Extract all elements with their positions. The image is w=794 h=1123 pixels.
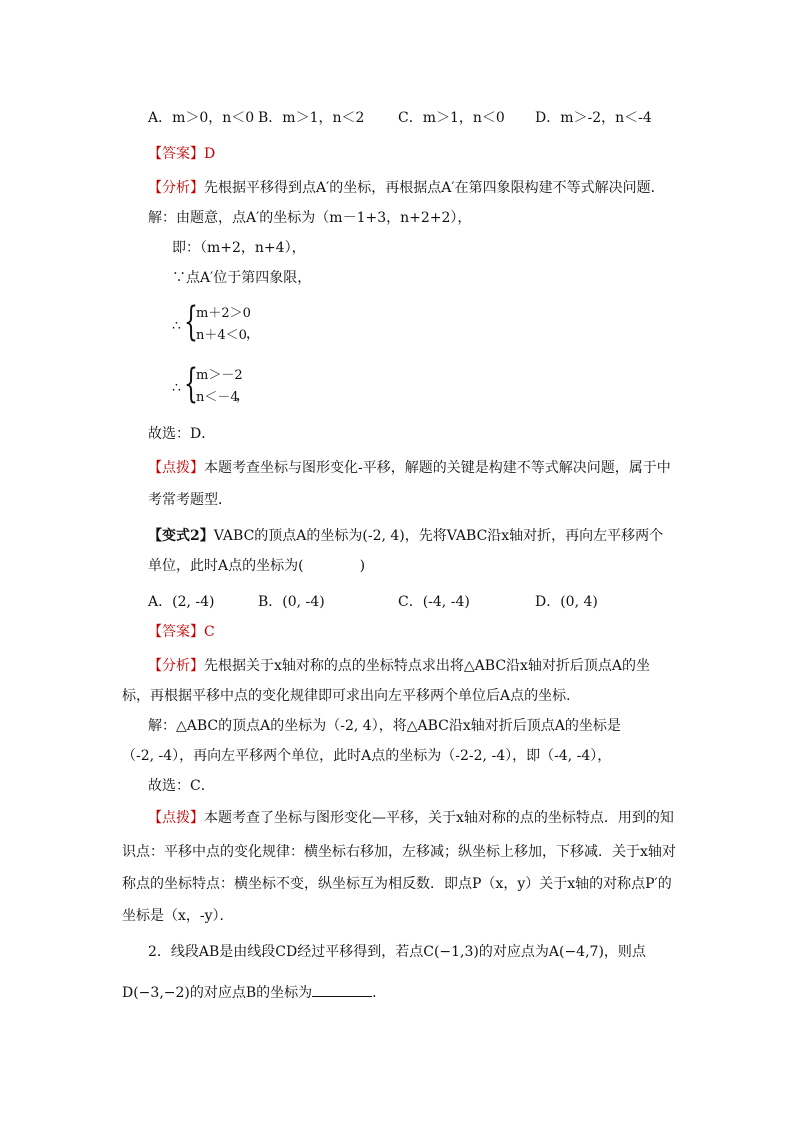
q2-note-line-3: 称点的坐标特点：横坐标不变，纵坐标互为相反数．即点P（x，y）关于x轴的对称点P′的 (122, 876, 672, 892)
stem-text: VABC的顶点A的坐标为(-2, 4)，先将VABC沿x轴对折，再向左平移两个 (213, 528, 664, 544)
q1-conclusion: 故选：D． (148, 426, 216, 442)
q2-option-b: B．(0, -4) (258, 594, 325, 610)
note-tag: 【点拨】 (148, 460, 204, 476)
comma: ， (246, 326, 260, 342)
q1-note-line-1 (148, 458, 671, 478)
q3-end: ． (372, 985, 387, 1001)
q2-option-a: A．(2, -4) (148, 594, 215, 610)
answer-tag: 【答案】 (148, 146, 204, 162)
analysis-text: 先根据关于x轴对称的点的坐标特点求出将△ABC沿x轴对折后顶点A的坐 (204, 658, 651, 674)
q1-option-c: C．m＞1，n＜0 (398, 110, 505, 126)
q1-solution-2: 即：（m+2，n+4）， (172, 240, 306, 256)
q3-text: D(−3,−2)的对应点B的坐标为 (122, 985, 313, 1001)
inequality-2b: n＜－4 (196, 390, 239, 405)
q1-analysis-line (148, 178, 665, 198)
q2-analysis-line-2: 标，再根据平移中点的变化规律即可求出向左平移两个单位后A点的坐标． (122, 688, 581, 704)
q1-note-line-2: 考常考题型． (148, 492, 232, 508)
q2-analysis-line-1 (148, 656, 650, 676)
left-brace: { (184, 299, 198, 345)
analysis-tag: 【分析】 (148, 658, 204, 674)
q2-solution-2: （-2, -4），再向左平移两个单位，此时A点的坐标为（-2-2, -4），即（-4, -4）， (122, 748, 612, 764)
therefore-symbol: ∴ (172, 380, 181, 396)
analysis-text: 先根据平移得到点A′的坐标，再根据点A′在第四象限构建不等式解决问题． (204, 180, 665, 196)
note-tag: 【点拨】 (148, 810, 204, 826)
left-brace: { (184, 361, 198, 407)
therefore-symbol: ∴ (172, 318, 181, 334)
q2-option-d: D．(0, 4) (535, 594, 598, 610)
q1-option-a: A．m＞0，n＜0 (148, 110, 255, 126)
q2-conclusion: 故选：C． (148, 778, 215, 794)
answer-value: C (204, 624, 215, 640)
answer-tag: 【答案】 (148, 624, 204, 640)
q1-solution-1: 解：由题意，点A′的坐标为（m－1+3，n+2+2）， (148, 210, 472, 226)
answer-value: D (204, 146, 216, 162)
q2-stem-line-2: 单位，此时A点的坐标为( ) (148, 558, 366, 574)
q1-option-d: D．m＞-2，n＜-4 (535, 110, 652, 126)
q2-option-c: C．(-4, -4) (398, 594, 470, 610)
analysis-tag: 【分析】 (148, 180, 204, 196)
q3-line-2 (122, 982, 386, 1003)
inequality-2a: m＞－2 (196, 368, 243, 383)
note-text: 本题考查了坐标与图形变化—平移，关于x轴对称的点的坐标特点．用到的知 (204, 810, 674, 826)
inequality-1a: m＋2＞0 (196, 306, 251, 321)
comma: ， (236, 388, 250, 404)
answer-blank (312, 982, 372, 997)
q2-note-line-4: 坐标是（x，-y）． (122, 908, 234, 924)
q1-option-b: B．m＞1，n＜2 (258, 110, 365, 126)
variant-title: 【变式2】 (148, 528, 214, 544)
q2-note-line-2: 识点：平移中点的变化规律：横坐标右移加，左移减；纵坐标上移加，下移减．关于x轴对 (122, 844, 676, 860)
q1-answer-line (148, 144, 215, 164)
q2-solution-1: 解：△ABC的顶点A的坐标为（-2, 4），将△ABC沿x轴对折后顶点A的坐标是 (148, 718, 621, 734)
q1-solution-3: ∵点A′位于第四象限， (172, 270, 312, 286)
q3-line-1: 2．线段AB是由线段CD经过平移得到，若点C(−1,3)的对应点为A(−4,7)，则点 (148, 944, 646, 960)
inequality-1b: n＋4＜0 (196, 328, 247, 343)
q2-stem-line-1 (148, 526, 663, 546)
q2-answer-line (148, 622, 215, 642)
q2-note-line-1 (148, 808, 674, 828)
note-text: 本题考查坐标与图形变化-平移，解题的关键是构建不等式解决问题，属于中 (204, 460, 671, 476)
